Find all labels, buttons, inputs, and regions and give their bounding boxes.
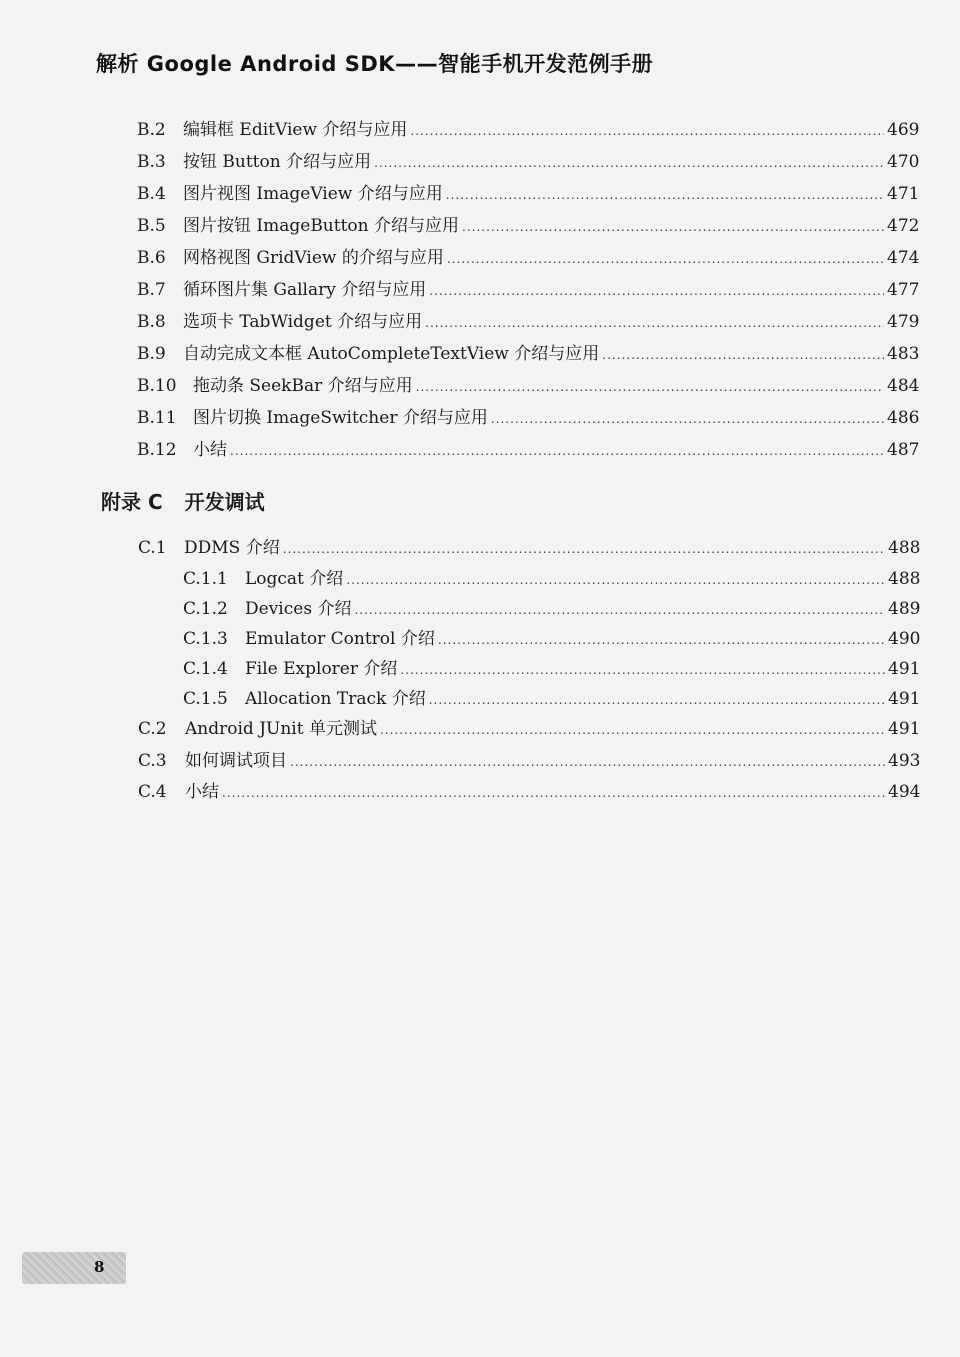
toc-entry-page: 483 xyxy=(887,344,920,364)
toc-entry-page: 491 xyxy=(888,659,921,679)
toc-entry-number: C.4 xyxy=(138,782,167,802)
toc-entry-number: C.3 xyxy=(138,751,167,771)
toc-entry-title: 图片视图 ImageView 介绍与应用 xyxy=(183,184,443,204)
toc-entry-title: 图片切换 ImageSwitcher 介绍与应用 xyxy=(193,408,488,428)
toc-entry[interactable] xyxy=(137,148,919,176)
toc-entry[interactable] xyxy=(183,685,920,713)
toc-entry-number: B.7 xyxy=(137,280,166,300)
dot-leader xyxy=(400,655,885,684)
dot-leader xyxy=(438,625,885,654)
toc-entry-title: 循环图片集 Gallary 介绍与应用 xyxy=(183,280,427,300)
toc-entry[interactable] xyxy=(137,212,919,240)
dot-leader xyxy=(354,595,885,624)
toc-entry-number: C.1.1 xyxy=(183,569,228,589)
toc-entry-title: Logcat 介绍 xyxy=(245,569,344,589)
toc-entry-title: File Explorer 介绍 xyxy=(245,659,398,679)
toc-entry-number: B.2 xyxy=(137,120,166,140)
dot-leader xyxy=(429,276,884,305)
toc-entry-title: 如何调试项目 xyxy=(185,751,287,771)
toc-entry-title: Android JUnit 单元测试 xyxy=(185,719,377,739)
toc-entry-number: B.3 xyxy=(137,152,166,172)
dot-leader xyxy=(429,685,885,714)
toc-entry-title: 按钮 Button 介绍与应用 xyxy=(183,152,372,172)
toc-entry[interactable] xyxy=(137,340,919,368)
toc-entry-page: 486 xyxy=(887,408,920,428)
toc-entry-title: Emulator Control 介绍 xyxy=(245,629,435,649)
dot-leader xyxy=(425,308,884,337)
toc-entry[interactable] xyxy=(183,565,920,593)
dot-leader xyxy=(491,404,884,433)
toc-entry-page: 489 xyxy=(888,599,921,619)
toc-entry-number: B.8 xyxy=(137,312,166,332)
toc-entry-page: 491 xyxy=(888,689,921,709)
dot-leader xyxy=(230,436,884,465)
toc-entry-page: 487 xyxy=(887,440,920,460)
dot-leader xyxy=(446,180,884,209)
toc-entry-title: 拖动条 SeekBar 介绍与应用 xyxy=(193,376,413,396)
page-number: 8 xyxy=(94,1258,105,1276)
toc-entry-page: 470 xyxy=(887,152,920,172)
toc-entry-number: B.4 xyxy=(137,184,166,204)
toc-entry-page: 488 xyxy=(888,538,921,558)
dot-leader xyxy=(346,565,885,594)
dot-leader xyxy=(602,340,884,369)
toc-entry-page: 484 xyxy=(887,376,920,396)
toc-entry-number: B.12 xyxy=(137,440,177,460)
toc-entry-page: 488 xyxy=(888,569,921,589)
toc-entry[interactable] xyxy=(138,778,920,806)
dot-leader xyxy=(462,212,884,241)
toc-entry[interactable] xyxy=(137,116,919,144)
toc-entry-number: C.1.5 xyxy=(183,689,228,709)
toc-entry[interactable] xyxy=(183,595,920,623)
page-header-title: 解析 Google Android SDK——智能手机开发范例手册 xyxy=(96,52,654,76)
dot-leader xyxy=(380,715,885,744)
toc-entry[interactable] xyxy=(137,404,919,432)
toc-entry-page: 471 xyxy=(887,184,920,204)
dot-leader xyxy=(222,778,885,807)
page-number-background xyxy=(22,1252,126,1284)
dot-leader xyxy=(290,747,885,776)
toc-entry-number: B.11 xyxy=(137,408,177,428)
toc-entry-title: 网格视图 GridView 的介绍与应用 xyxy=(183,248,444,268)
toc-entry-page: 479 xyxy=(887,312,920,332)
dot-leader xyxy=(416,372,884,401)
toc-entry[interactable] xyxy=(138,715,920,743)
toc-entry-number: B.5 xyxy=(137,216,166,236)
toc-entry[interactable] xyxy=(138,747,920,775)
toc-entry-number: C.1.4 xyxy=(183,659,228,679)
toc-entry-number: C.1 xyxy=(138,538,167,558)
toc-entry-number: B.10 xyxy=(137,376,177,396)
toc-entry-title: 小结 xyxy=(185,782,219,802)
toc-entry-title: 图片按钮 ImageButton 介绍与应用 xyxy=(183,216,460,236)
toc-entry-number: B.6 xyxy=(137,248,166,268)
toc-entry[interactable] xyxy=(137,276,919,304)
dot-leader xyxy=(283,534,885,563)
toc-entry-title: 选项卡 TabWidget 介绍与应用 xyxy=(183,312,423,332)
toc-entry-page: 491 xyxy=(888,719,921,739)
toc-entry-page: 474 xyxy=(887,248,920,268)
toc-entry-title: DDMS 介绍 xyxy=(184,538,280,558)
toc-entry[interactable] xyxy=(138,534,920,562)
toc-entry-number: C.1.3 xyxy=(183,629,228,649)
appendix-label: 附录 C xyxy=(101,490,163,514)
toc-entry[interactable] xyxy=(137,372,919,400)
toc-entry[interactable] xyxy=(183,655,920,683)
toc-entry-page: 494 xyxy=(888,782,921,802)
toc-entry-title: Devices 介绍 xyxy=(245,599,352,619)
toc-entry[interactable] xyxy=(137,308,919,336)
dot-leader xyxy=(374,148,884,177)
dot-leader xyxy=(410,116,884,145)
toc-entry[interactable] xyxy=(137,180,919,208)
dot-leader xyxy=(447,244,884,273)
toc-entry[interactable] xyxy=(137,436,919,464)
toc-entry-page: 493 xyxy=(888,751,921,771)
toc-entry-page: 490 xyxy=(888,629,921,649)
toc-entry[interactable] xyxy=(137,244,919,272)
toc-entry-title: 自动完成文本框 AutoCompleteTextView 介绍与应用 xyxy=(183,344,600,364)
toc-entry-title: 小结 xyxy=(193,440,227,460)
toc-entry-page: 469 xyxy=(887,120,920,140)
toc-entry-number: C.1.2 xyxy=(183,599,228,619)
toc-entry-title: Allocation Track 介绍 xyxy=(245,689,426,709)
toc-entry-number: C.2 xyxy=(138,719,167,739)
appendix-c-heading xyxy=(101,486,265,515)
toc-entry[interactable] xyxy=(183,625,920,653)
appendix-title: 开发调试 xyxy=(184,490,265,514)
toc-entry-number: B.9 xyxy=(137,344,166,364)
toc-entry-title: 编辑框 EditView 介绍与应用 xyxy=(183,120,408,140)
toc-entry-page: 477 xyxy=(887,280,920,300)
toc-entry-page: 472 xyxy=(887,216,920,236)
